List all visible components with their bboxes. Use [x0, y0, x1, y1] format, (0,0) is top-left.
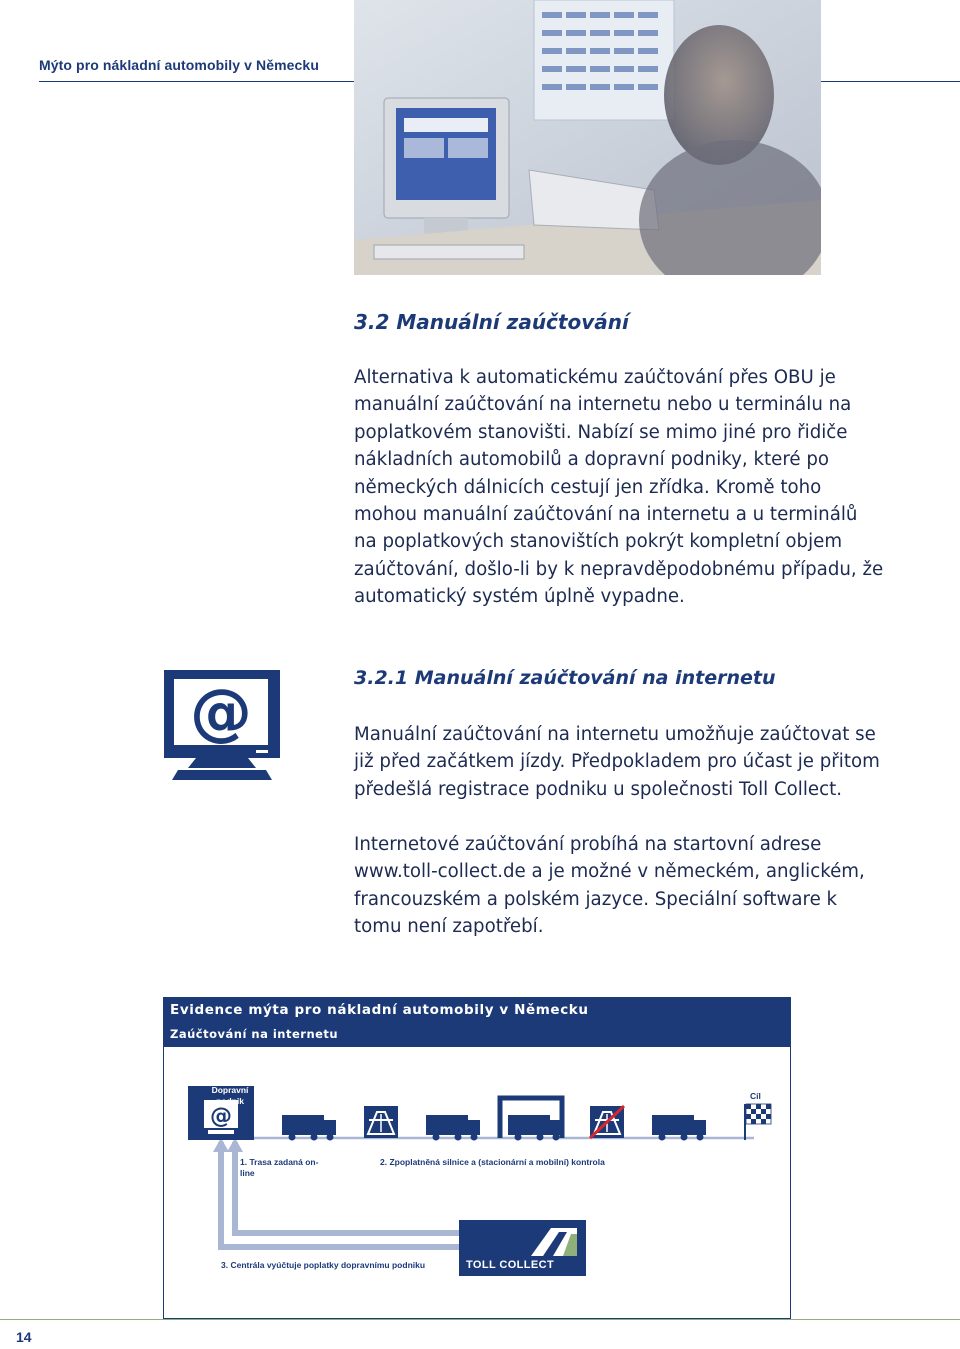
- toll-diagram: [163, 997, 791, 1319]
- subsection-heading: 3.2.1 Manuální zaúčtování na internetu: [354, 667, 776, 689]
- diagram-title: Evidence mýta pro nákladní automobily v Německu: [170, 1002, 589, 1018]
- section-heading: 3.2 Manuální zaúčtování: [354, 310, 629, 334]
- step-1-label: 1. Trasa zadaná on-line: [240, 1157, 319, 1178]
- svg-text:@: @: [190, 675, 252, 748]
- subsection-paragraph-2: Internetové zaúčtování probíhá na startovní adrese www.toll-collect.de a je možné v německém, anglickém, francouzském a polském jazyce. Speciální software k tomu není zapotřebí.: [354, 834, 865, 938]
- header-rule-right: [821, 81, 960, 82]
- section-paragraph: Alternativa k automatickému zaúčtování přes OBU je manuální zaúčtování na internetu nebo u terminálu na poplatkovém stanovišti. Nabízí se mimo jiné pro řidiče nákladních automobilů a dopravní podniky, které po německých dálnicích cestují jen zřídka. Kromě toho mohou manuální zaúčtování na internetu a u terminálů na poplatkových stanovištích pokrýt kompletní objem zaúčtování, došlo-li by k nepravděpodobnému případu, že automatický systém úplně vypadne.: [354, 367, 884, 608]
- truck-icon: [652, 1115, 706, 1141]
- toll-collect-label: TOLL COLLECT: [466, 1259, 555, 1271]
- office-photo: [354, 0, 821, 275]
- at-monitor-icon: [164, 670, 280, 782]
- toll-collect-logo: [459, 1220, 586, 1276]
- motorway-sign-icon: [364, 1106, 398, 1138]
- step-3-label: 3. Centrála vyúčtuje poplatky dopravnímu podniku: [221, 1260, 426, 1270]
- truck-icon: [282, 1115, 336, 1141]
- svg-text:@: @: [210, 1104, 232, 1129]
- motorway-end-sign-icon: [590, 1106, 624, 1138]
- truck-icon: [426, 1115, 480, 1141]
- company-label: Dopravní podnik: [211, 1085, 249, 1106]
- truck-icon: [508, 1115, 562, 1141]
- diagram-subtitle: Zaúčtování na internetu: [170, 1027, 339, 1041]
- target-label: Cíl: [750, 1091, 761, 1101]
- page-number: 14: [16, 1329, 32, 1345]
- footer-rule: [0, 1319, 960, 1320]
- checkered-flag-icon: [745, 1104, 771, 1140]
- running-header: Mýto pro nákladní automobily v Německu: [39, 57, 319, 73]
- header-rule-left: [39, 81, 355, 82]
- step-2-label: 2. Zpoplatněná silnice a (stacionární a mobilní) kontrola: [380, 1157, 605, 1167]
- subsection-paragraph-1: Manuální zaúčtování na internetu umožňuje zaúčtovat se již před začátkem jízdy. Předpokladem pro účast je přitom předešlá registrace podniku u společnosti Toll Collect.: [354, 724, 880, 800]
